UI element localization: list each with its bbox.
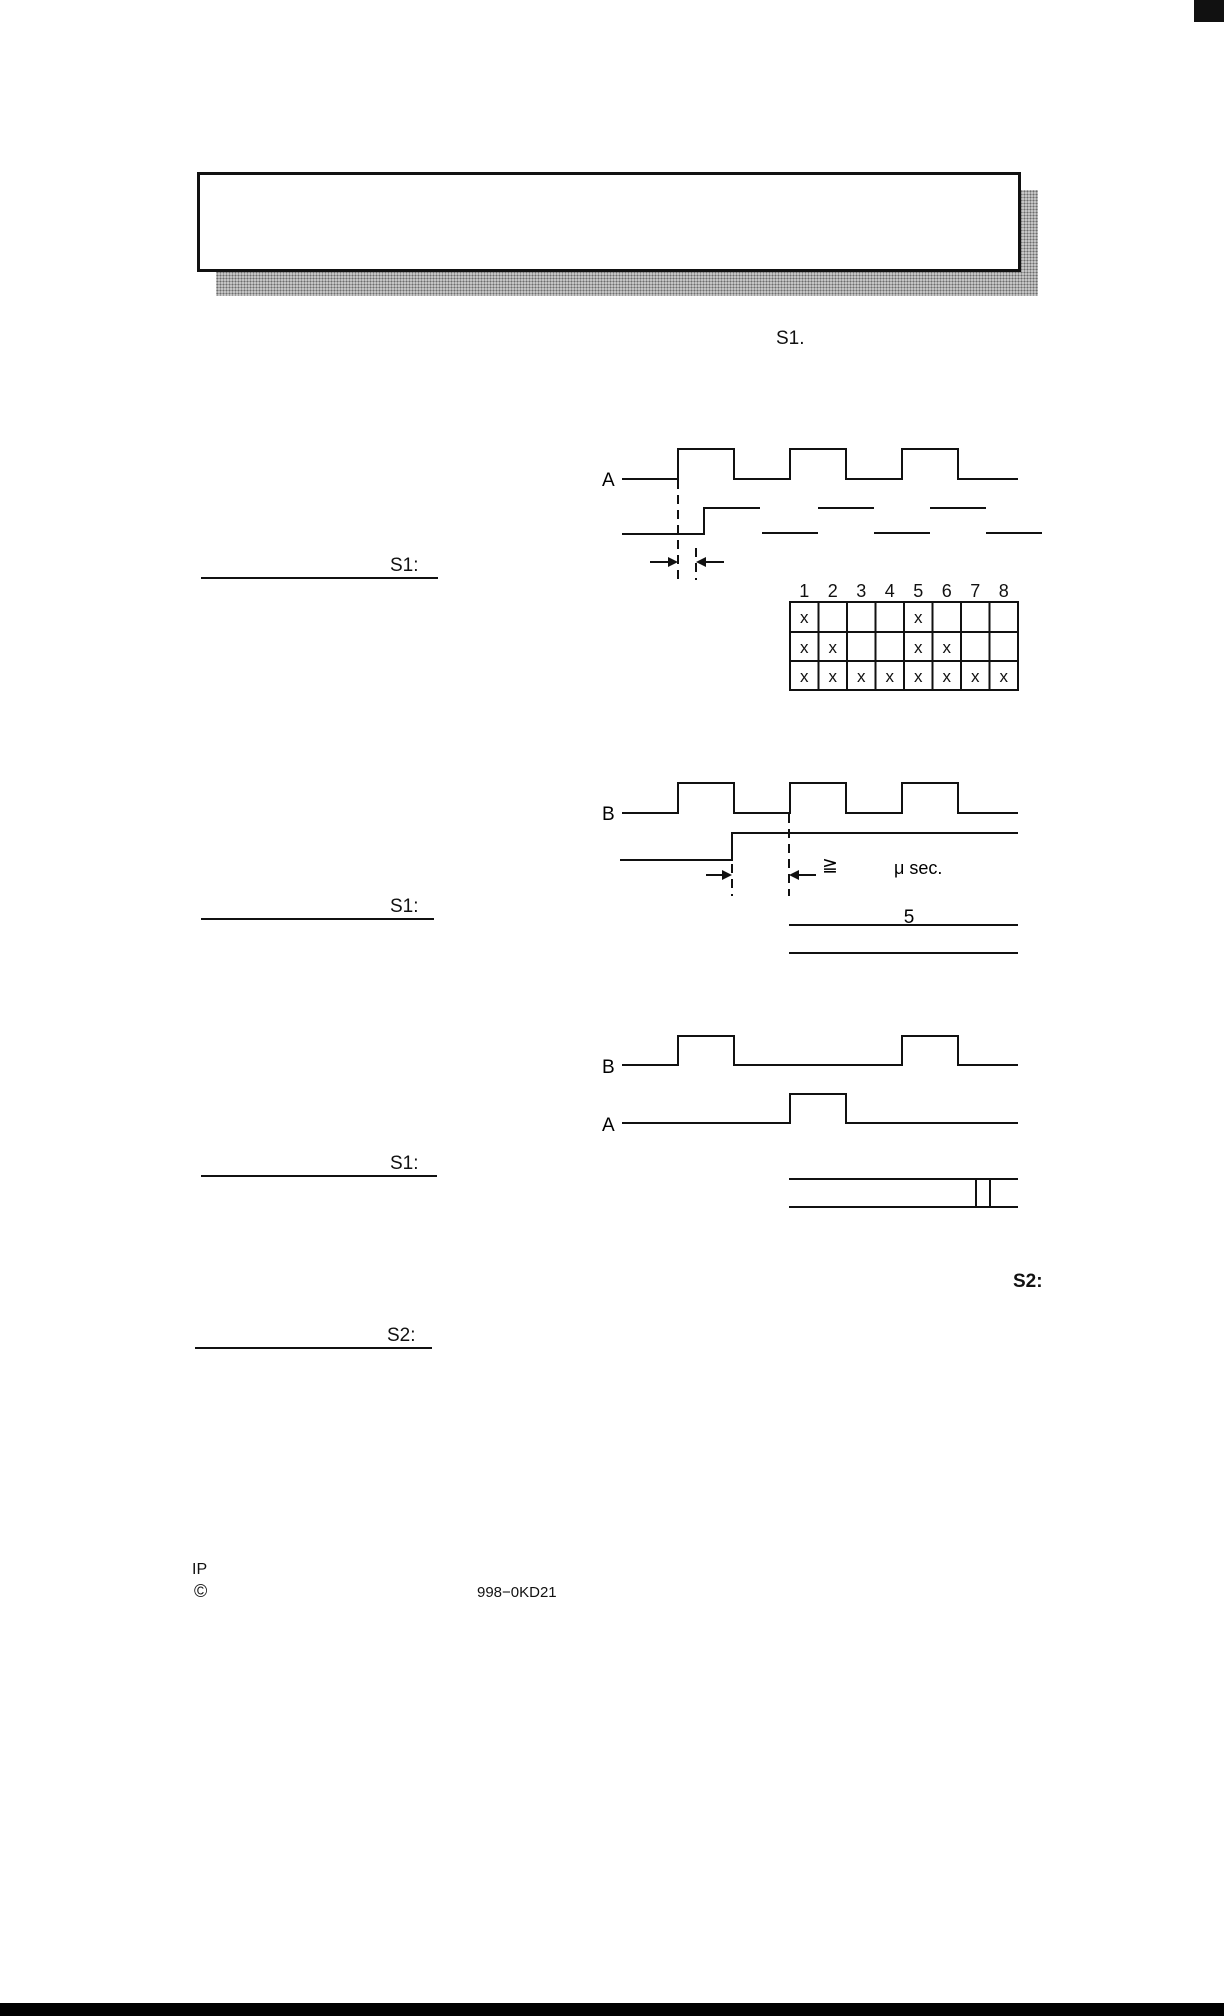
footer-code: 998−0KD21: [477, 1584, 557, 1601]
top-reference: S1.: [776, 328, 805, 349]
table-cell: x: [800, 667, 809, 686]
table-cell: x: [942, 638, 951, 657]
signal-a-waveform: [622, 449, 1018, 479]
signal-2-waveform: [622, 508, 760, 534]
table-cell: x: [800, 638, 809, 657]
header-title-box: [197, 172, 1021, 272]
table-cell: x: [914, 667, 923, 686]
signal-2-waveform: [620, 833, 1018, 860]
table-cell: x: [828, 667, 837, 686]
table-cell: x: [857, 667, 866, 686]
table-header-cell: 2: [827, 581, 838, 601]
section-4-rule: [195, 1347, 432, 1349]
table-header-cell: 3: [856, 581, 867, 601]
table-header-cell: 8: [998, 581, 1009, 601]
pattern-table: [790, 602, 1018, 690]
section-4-label: S2:: [387, 1325, 416, 1346]
section-3-label: S1:: [390, 1153, 419, 1174]
table-header-cell: 4: [884, 581, 895, 601]
signal-b-waveform: [622, 783, 1018, 813]
table-header-cell: 5: [913, 581, 924, 601]
signal-b-label: B: [602, 804, 615, 825]
signal-b-waveform: [622, 1036, 1018, 1065]
ge-symbol: ≧: [822, 855, 838, 876]
corner-registration-mark: [1194, 0, 1224, 22]
timing-diagram-2: [590, 770, 1060, 970]
timing-diagram-3: [590, 1020, 1060, 1220]
table-cell: x: [914, 638, 923, 657]
timing-diagram-1: [590, 430, 1060, 700]
count-label: 5: [903, 907, 915, 928]
table-cell: x: [800, 608, 809, 627]
unit-label: μ sec.: [894, 858, 943, 878]
table-cell: x: [999, 667, 1008, 686]
signal-a-waveform: [622, 1094, 1018, 1123]
table-header-cell: 7: [970, 581, 981, 601]
signal-b-label: B: [602, 1057, 615, 1078]
signal-a-label: A: [602, 1115, 615, 1136]
section-1-rule: [201, 577, 438, 579]
table-header-cell: 1: [799, 581, 810, 601]
section-1-label: S1:: [390, 555, 419, 576]
signal-a-label: A: [602, 470, 615, 491]
table-cell: x: [914, 608, 923, 627]
table-header-cell: 6: [941, 581, 952, 601]
footer-ip: IP: [192, 1561, 208, 1578]
bottom-border-bar: [0, 2003, 1224, 2016]
section-3-rule: [201, 1175, 437, 1177]
table-cell: x: [828, 638, 837, 657]
table-cell: x: [971, 667, 980, 686]
table-cell: x: [942, 667, 951, 686]
table-cell: x: [885, 667, 894, 686]
footer-copyright-symbol: ©: [194, 1581, 208, 1601]
section-2-label: S1:: [390, 896, 419, 917]
right-s2-reference: S2:: [1013, 1271, 1043, 1292]
section-2-rule: [201, 918, 434, 920]
